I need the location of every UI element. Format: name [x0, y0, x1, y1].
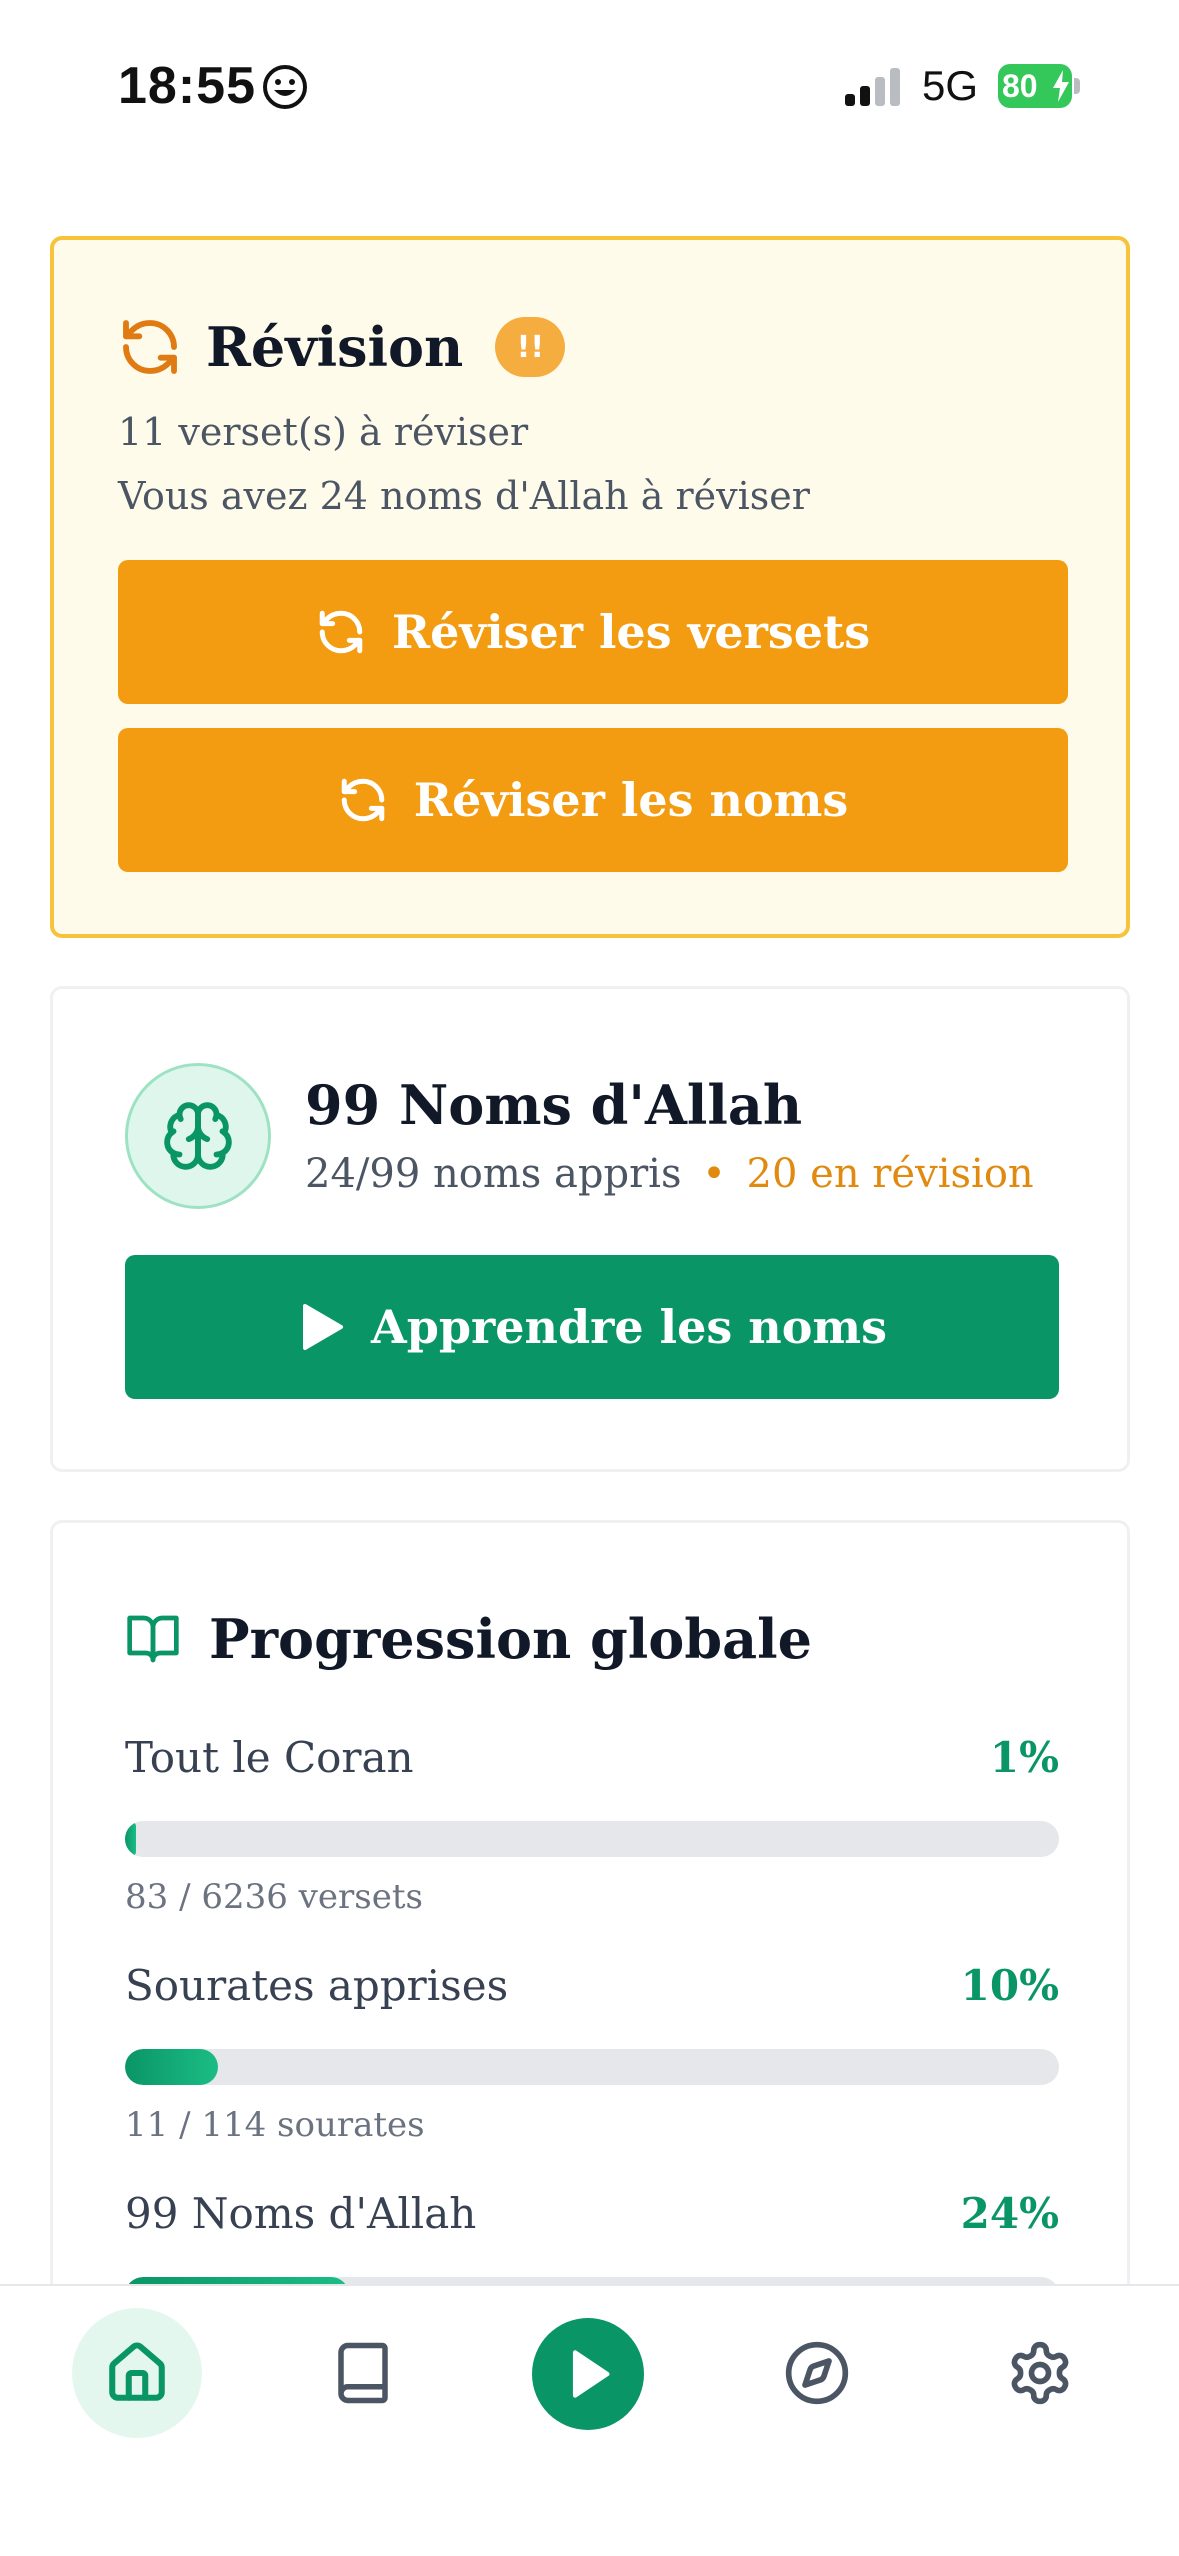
refresh-icon	[316, 607, 366, 657]
brain-icon	[161, 1099, 235, 1173]
nav-home[interactable]	[72, 2308, 202, 2438]
progress-header	[125, 1607, 812, 1671]
progress-label: Sourates apprises	[125, 1961, 509, 2010]
verses-due-text: 11 verset(s) à réviser	[118, 410, 529, 454]
refresh-icon	[338, 775, 388, 825]
progress-caption: 83 / 6236 versets	[125, 1877, 423, 1917]
names-due-text: Vous avez 24 noms d'Allah à réviser	[118, 474, 810, 518]
battery-tip	[1074, 78, 1080, 94]
review-verses-label: Réviser les versets	[391, 605, 871, 659]
play-icon	[562, 2346, 614, 2402]
names-title: 99 Noms d'Allah	[305, 1073, 803, 1137]
progress-title: Progression globale	[209, 1607, 812, 1671]
battery-level: 80	[998, 64, 1072, 108]
names-learned-count: 24/99 noms appris	[305, 1151, 682, 1197]
compass-icon	[783, 2339, 851, 2407]
names-subtitle	[305, 1151, 1034, 1197]
review-names-button[interactable]	[118, 728, 1068, 872]
names-card	[50, 986, 1130, 1472]
alert-badge: !!	[495, 317, 565, 377]
nav-play[interactable]	[532, 2318, 644, 2430]
nav-explore[interactable]	[752, 2308, 882, 2438]
revision-title: Révision	[206, 315, 464, 379]
nav-library[interactable]	[298, 2308, 428, 2438]
progress-label: Tout le Coran	[125, 1733, 414, 1782]
brain-avatar	[125, 1063, 271, 1209]
learn-names-button[interactable]	[125, 1255, 1059, 1399]
progress-fill	[125, 2049, 218, 2085]
play-icon	[297, 1301, 345, 1353]
progress-track	[125, 2049, 1059, 2085]
review-names-label: Réviser les noms	[413, 773, 849, 827]
refresh-icon	[118, 315, 182, 379]
progress-fill	[125, 1821, 136, 1857]
separator-dot: •	[702, 1151, 726, 1197]
book-icon	[330, 2340, 396, 2406]
smiley-icon	[262, 64, 308, 110]
home-icon	[104, 2340, 170, 2406]
signal-icon	[843, 66, 905, 108]
review-verses-button[interactable]	[118, 560, 1068, 704]
revision-header	[118, 312, 565, 382]
gear-icon	[1006, 2339, 1074, 2407]
open-book-icon	[125, 1611, 181, 1667]
nav-settings[interactable]	[975, 2308, 1105, 2438]
progress-track	[125, 1821, 1059, 1857]
names-in-review: 20 en révision	[746, 1151, 1034, 1197]
revision-card	[50, 236, 1130, 938]
progress-label: 99 Noms d'Allah	[125, 2189, 477, 2238]
learn-names-label: Apprendre les noms	[371, 1300, 887, 1354]
network-label: 5G	[922, 62, 979, 109]
progress-percent: 10%	[960, 1961, 1059, 2010]
status-bar	[0, 0, 1179, 170]
progress-percent: 24%	[960, 2189, 1059, 2238]
progress-percent: 1%	[989, 1733, 1059, 1782]
charging-bolt-icon	[1050, 68, 1072, 104]
status-time: 18:55	[118, 57, 256, 115]
progress-caption: 11 / 114 sourates	[125, 2105, 425, 2145]
bottom-nav	[0, 2284, 1179, 2556]
battery-indicator	[998, 64, 1082, 108]
